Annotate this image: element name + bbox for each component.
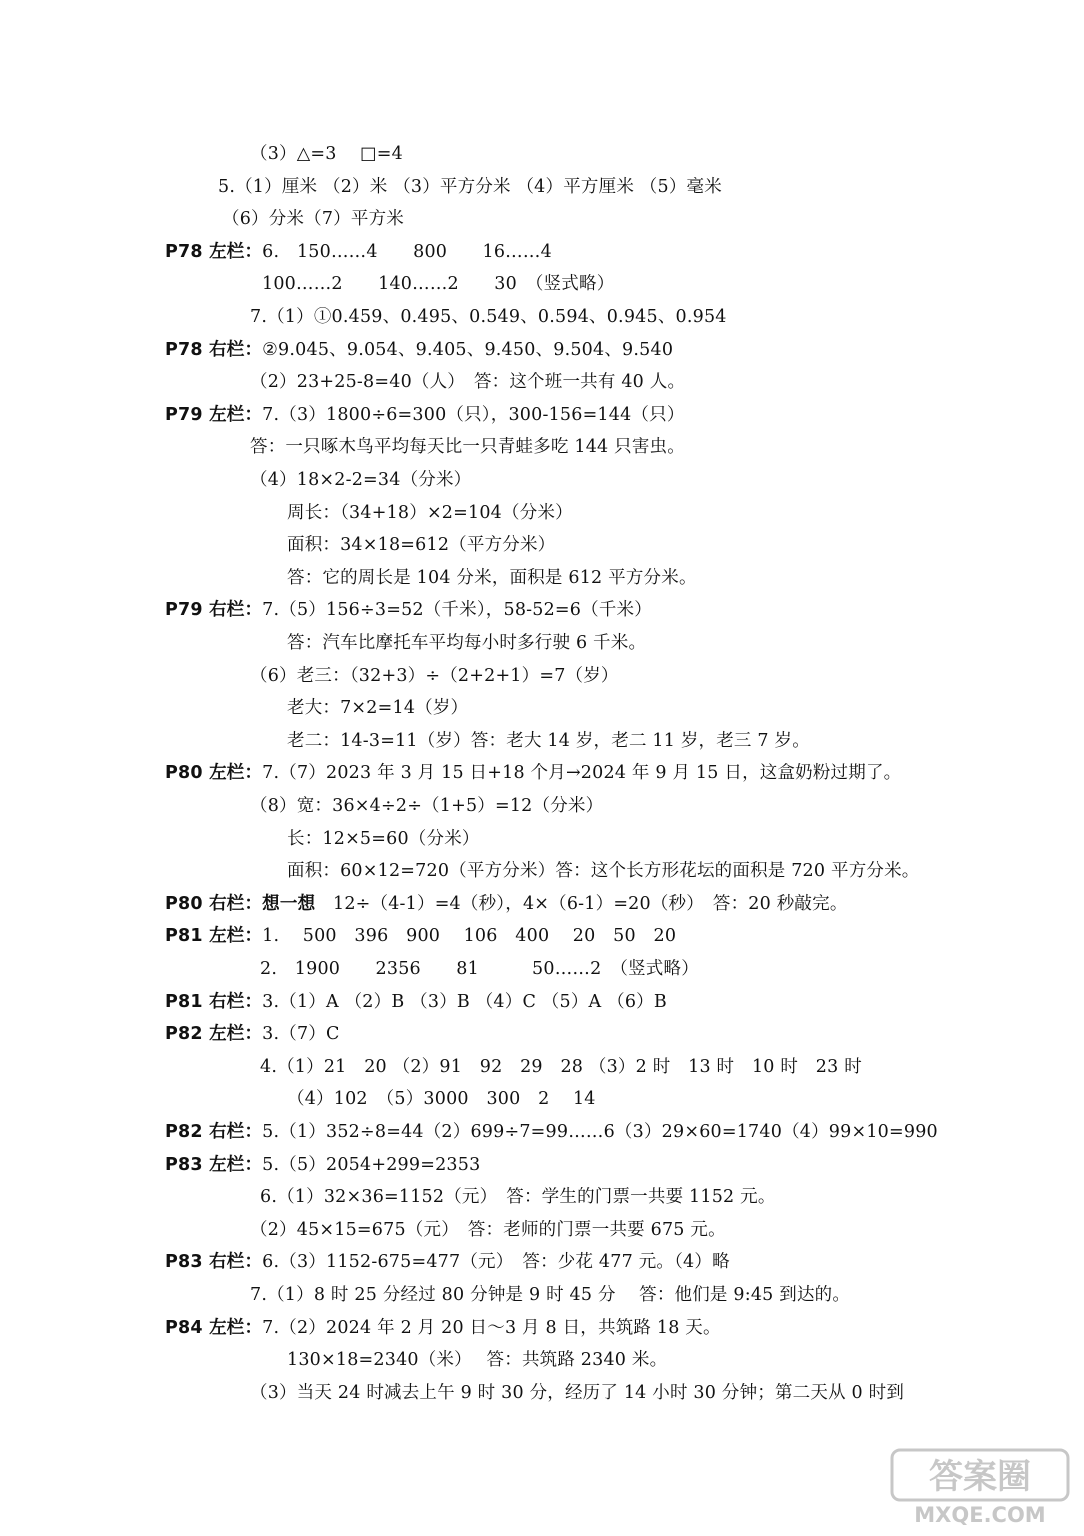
answer-text: （3）当天 24 时减去上午 9 时 30 分，经历了 14 小时 30 分钟；第二天从 0 时到 [250, 1383, 905, 1403]
answer-line [165, 1121, 938, 1143]
answer-line [165, 339, 673, 361]
answer-text: 面积：34×18=612（平方分米） [287, 535, 556, 555]
answer-line [218, 176, 722, 198]
page-column-label: P81 左栏： [165, 926, 263, 946]
answer-line [287, 632, 646, 654]
answer-text: 1. 500 396 900 106 400 20 50 20 [262, 926, 677, 946]
page-column-label: P78 右栏： [165, 340, 263, 360]
answer-line [250, 436, 685, 458]
answer-line [250, 665, 619, 687]
answer-text: 6. 150……4 800 16……4 [262, 242, 552, 262]
page-column-label: P79 右栏： [165, 600, 263, 620]
page-column-label: P80 右栏：想一想 [165, 894, 316, 914]
answer-line [165, 1023, 340, 1045]
answer-line [287, 1349, 667, 1371]
answer-text: 7.（5）156÷3=52（千米），58-52=6（千米） [262, 600, 652, 620]
answer-text: 100……2 140……2 30 （竖式略） [262, 274, 615, 294]
answer-line [287, 860, 920, 882]
svg-text:MXQE.COM: MXQE.COM [914, 1503, 1046, 1527]
page-column-label: P80 左栏： [165, 763, 263, 783]
answer-text: 2. 1900 2356 81 50……2 （竖式略） [260, 959, 699, 979]
answer-line [287, 502, 573, 524]
answer-line [250, 1382, 904, 1404]
svg-text:答案圈: 答案圈 [929, 1457, 1031, 1497]
answer-text: 6.（1）32×36=1152（元） 答：学生的门票一共要 1152 元。 [260, 1187, 776, 1207]
page-column-label: P79 左栏： [165, 405, 263, 425]
answer-text: （8）宽：36×4÷2÷（1+5）=12（分米） [250, 796, 604, 816]
answer-line [165, 1154, 480, 1176]
answer-text: 5.（1）厘米 （2）米 （3）平方分米 （4）平方厘米 （5）毫米 [218, 177, 722, 197]
answer-text: 答：汽车比摩托车平均每小时多行驶 6 千米。 [287, 633, 647, 653]
answer-text: 老二：14-3=11（岁）答：老大 14 岁，老二 11 岁，老三 7 岁。 [287, 731, 810, 751]
answer-line [165, 404, 685, 426]
answer-line [165, 241, 552, 263]
answer-text: 5.（1）352÷8=44（2）699÷7=99……6（3）29×60=1740（4）99×10=990 [262, 1122, 938, 1142]
answer-text: 面积：60×12=720（平方分米）答：这个长方形花坛的面积是 720 平方分米。 [287, 861, 920, 881]
answer-line [287, 567, 697, 589]
answer-line [287, 697, 468, 719]
answer-text: 6.（3）1152-675=477（元） 答：少花 477 元。（4）略 [262, 1252, 730, 1272]
page-column-label: P82 左栏： [165, 1024, 263, 1044]
page-column-label: P78 左栏： [165, 242, 263, 262]
answer-line [165, 893, 848, 915]
page-column-label: P82 右栏： [165, 1122, 263, 1142]
answer-line [260, 1186, 776, 1208]
answer-text: 7.（3）1800÷6=300（只），300-156=144（只） [262, 405, 685, 425]
answer-line [250, 143, 403, 165]
answer-text: 7.（1）①0.459、0.495、0.549、0.594、0.945、0.954 [250, 307, 727, 327]
answer-text: 7.（7）2023 年 3 月 15 日+18 个月→2024 年 9 月 15 日，这盒奶粉过期了。 [262, 763, 902, 783]
answer-line [250, 306, 727, 328]
answer-text: 长：12×5=60（分米） [287, 829, 480, 849]
page-column-label: P83 左栏： [165, 1155, 263, 1175]
answer-text: 3.（1）A （2）B （3）B （4）C （5）A （6）B [262, 992, 667, 1012]
answer-text: （4）18×2-2=34（分米） [250, 470, 472, 490]
answer-line [165, 762, 901, 784]
answer-text: （6）分米（7）平方米 [222, 209, 404, 229]
answer-line [165, 1317, 721, 1339]
answer-text: 3.（7）C [262, 1024, 340, 1044]
answer-text: 5.（5）2054+299=2353 [262, 1155, 481, 1175]
answer-text: 7.（2）2024 年 2 月 20 日～3 月 8 日，共筑路 18 天。 [262, 1318, 721, 1338]
answer-text: 答：它的周长是 104 分米，面积是 612 平方分米。 [287, 568, 697, 588]
answer-text: 4.（1）21 20 （2）91 92 29 28 （3）2 时 13 时 10 时 23 时 [260, 1057, 862, 1077]
answer-text: 7.（1）8 时 25 分经过 80 分钟是 9 时 45 分 答：他们是 9:45 到达的。 [250, 1285, 851, 1305]
answer-text: 130×18=2340（米） 答：共筑路 2340 米。 [287, 1350, 668, 1370]
answer-text: 12÷（4-1）=4（秒），4×（6-1）=20（秒） 答：20 秒敲完。 [315, 894, 848, 914]
page-column-label: P83 右栏： [165, 1252, 263, 1272]
answer-line [287, 730, 810, 752]
answer-line [250, 1219, 726, 1241]
answer-line [250, 469, 471, 491]
answer-text: ②9.045、9.054、9.405、9.450、9.504、9.540 [262, 340, 674, 360]
answer-text: （3）△=3 □=4 [250, 144, 403, 164]
answer-text: 答：一只啄木鸟平均每天比一只青蛙多吃 144 只害虫。 [250, 437, 685, 457]
answer-line [165, 925, 676, 947]
answer-line [260, 958, 699, 980]
page-column-label: P84 左栏： [165, 1318, 263, 1338]
answer-line [165, 1251, 730, 1273]
answer-line [250, 795, 603, 817]
answer-text: （4）102 （5）3000 300 2 14 [287, 1089, 596, 1109]
answer-line [250, 1284, 850, 1306]
answer-line [165, 991, 667, 1013]
answer-line [165, 599, 652, 621]
answer-text: 老大：7×2=14（岁） [287, 698, 469, 718]
answer-line [287, 1088, 596, 1110]
page-column-label: P81 右栏： [165, 992, 263, 1012]
answer-text: （2）45×15=675（元） 答：老师的门票一共要 675 元。 [250, 1220, 726, 1240]
answer-text: 周长：（34+18）×2=104（分米） [287, 503, 573, 523]
answer-line [260, 1056, 862, 1078]
answer-text: （6）老三：（32+3）÷（2+2+1）=7（岁） [250, 666, 619, 686]
answer-text: （2）23+25-8=40（人） 答：这个班一共有 40 人。 [250, 372, 686, 392]
answer-line [222, 208, 404, 230]
answer-line [250, 371, 685, 393]
answer-line [262, 273, 614, 295]
answer-line [287, 534, 555, 556]
watermark-logo [890, 1446, 1070, 1528]
answer-line [287, 828, 480, 850]
